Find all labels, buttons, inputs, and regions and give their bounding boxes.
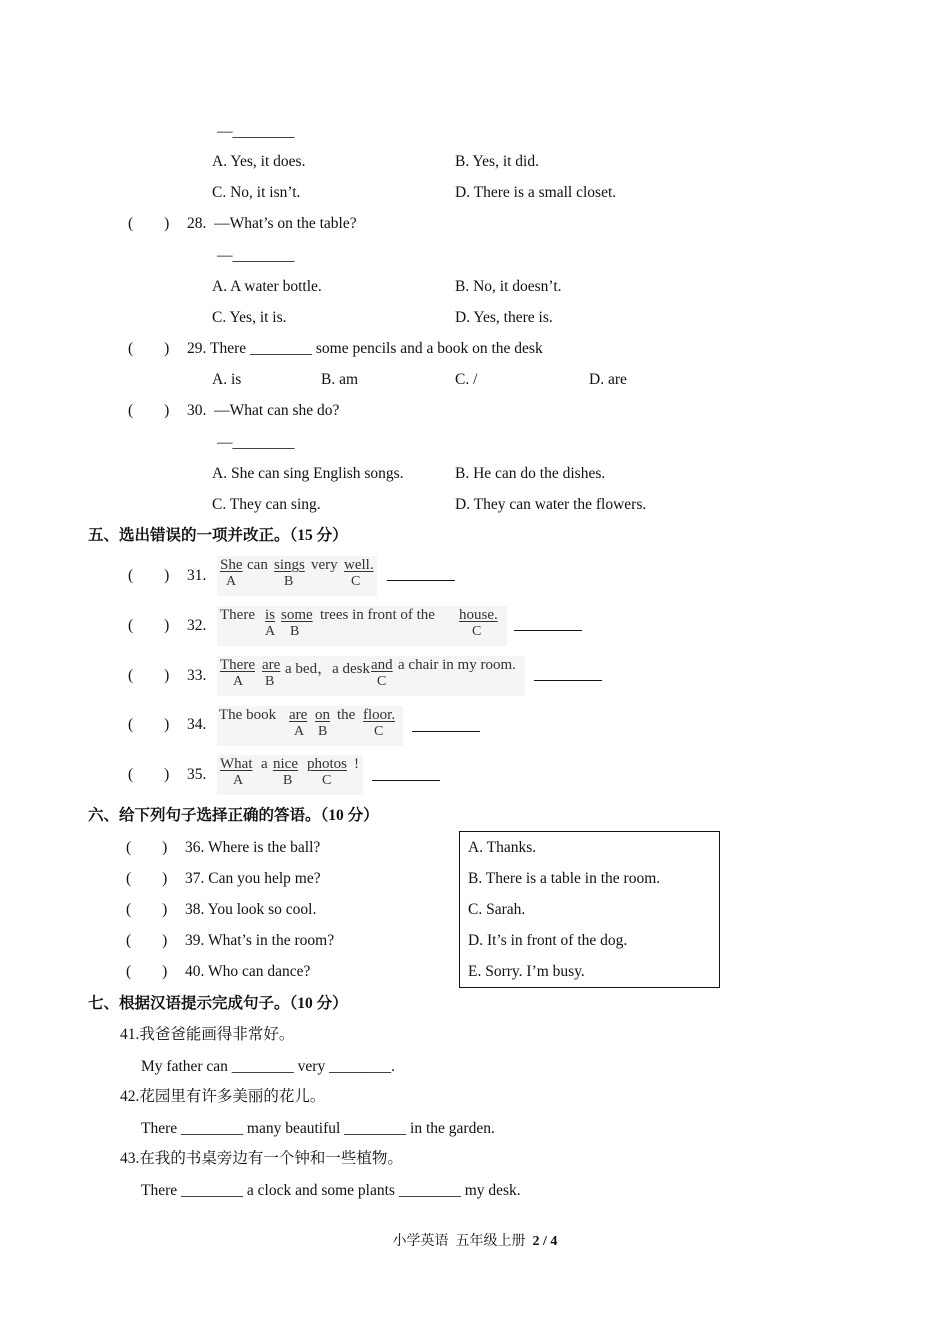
q38-question: 38. You look so cool.: [185, 901, 317, 918]
q32-answer-paren: ( ): [128, 617, 170, 634]
q31-number: 31.: [187, 567, 207, 584]
q31-word-5: well.: [344, 557, 374, 573]
q29-option-d: D. are: [589, 371, 627, 388]
q31-correction-blank[interactable]: [387, 580, 455, 581]
q28-answer-paren: ( ): [128, 215, 170, 232]
q33-word-4: and: [371, 657, 393, 673]
q35-mark-a: A: [233, 773, 244, 788]
q31-mark-c: C: [351, 574, 361, 589]
q34-sentence-image: [217, 706, 403, 746]
q34-number: 34.: [187, 716, 207, 733]
q29-stem: 29. There ________ some pencils and a book on the desk: [187, 340, 543, 357]
q30-stem: 30. —What can she do?: [187, 402, 340, 419]
q35-correction-blank[interactable]: [372, 780, 440, 781]
q34-word-2: are: [289, 707, 308, 723]
q27-answer-line: —________: [217, 123, 295, 140]
page-number: 2 / 4: [532, 1234, 558, 1249]
q34-word-1: The book: [219, 707, 277, 723]
q35-answer-paren: ( ): [128, 766, 170, 783]
q33-correction-blank[interactable]: [534, 680, 602, 681]
q35-mark-c: C: [322, 773, 332, 788]
q30-answer-paren: ( ): [128, 402, 170, 419]
q31-mark-a: A: [226, 574, 237, 589]
answer-option-c: C. Sarah.: [468, 901, 526, 918]
q42-chinese-prompt: 42.花园里有许多美丽的花儿。: [120, 1088, 326, 1105]
page-footer: [0, 1230, 950, 1250]
q31-word-1: She: [220, 557, 243, 573]
q42-english-sentence: There ________ many beautiful ________ in the garden.: [141, 1120, 495, 1137]
q34-mark-c: C: [374, 724, 384, 739]
q28-stem: 28. —What’s on the table?: [187, 215, 357, 232]
q33-number: 33.: [187, 667, 207, 684]
q32-correction-blank[interactable]: [514, 630, 582, 631]
q33-word-2: are: [262, 657, 281, 673]
q30-option-c: C. They can sing.: [212, 496, 321, 513]
q41-chinese-prompt: 41.我爸爸能画得非常好。: [120, 1026, 295, 1043]
q34-mark-b: B: [318, 724, 328, 739]
q31-word-2: can: [247, 557, 268, 573]
q43-chinese-prompt: 43.在我的书桌旁边有一个钟和一些植物。: [120, 1150, 403, 1167]
q33-word-1: There: [220, 657, 255, 673]
q29-option-b: B. am: [321, 371, 359, 388]
q30-option-a: A. She can sing English songs.: [212, 465, 404, 482]
q34-word-4: the: [337, 707, 356, 723]
q34-mark-a: A: [294, 724, 305, 739]
q35-word-3: nice: [273, 756, 298, 772]
q39-answer-paren: ( ): [126, 932, 168, 949]
answer-option-d: D. It’s in front of the dog.: [468, 932, 628, 949]
q37-question: 37. Can you help me?: [185, 870, 321, 887]
q33-mark-c: C: [377, 674, 387, 689]
q34-word-3: on: [315, 707, 330, 723]
q32-word-2: is: [265, 607, 276, 623]
q33-mark-a: A: [233, 674, 244, 689]
q33-word-3: a bed，a desk: [285, 661, 370, 677]
q32-mark-a: A: [265, 624, 276, 639]
q28-option-c: C. Yes, it is.: [212, 309, 287, 326]
q27-option-c: C. No, it isn’t.: [212, 184, 301, 201]
q29-answer-paren: ( ): [128, 340, 170, 357]
q36-question: 36. Where is the ball?: [185, 839, 321, 856]
q30-answer-line: —________: [217, 434, 295, 451]
q34-answer-paren: ( ): [128, 716, 170, 733]
q32-number: 32.: [187, 617, 207, 634]
q35-sentence-image: [217, 755, 363, 795]
section6-heading: 六、给下列句子选择正确的答语。（10 分）: [88, 807, 379, 824]
q35-mark-b: B: [283, 773, 293, 788]
q35-word-4: photos: [307, 756, 348, 772]
q32-word-4: trees in front of the: [320, 607, 435, 623]
q37-answer-paren: ( ): [126, 870, 168, 887]
q36-answer-paren: ( ): [126, 839, 168, 856]
q40-question: 40. Who can dance?: [185, 963, 311, 980]
q27-option-b: B. Yes, it did.: [455, 153, 539, 170]
q29-option-c: C. /: [455, 371, 478, 388]
q38-answer-paren: ( ): [126, 901, 168, 918]
q32-word-1: There: [220, 607, 255, 623]
q33-mark-b: B: [265, 674, 275, 689]
q32-mark-c: C: [472, 624, 482, 639]
q34-correction-blank[interactable]: [412, 731, 480, 732]
q35-word-1: What: [220, 756, 253, 772]
answer-option-e: E. Sorry. I’m busy.: [468, 963, 585, 980]
q31-sentence-image: [217, 556, 377, 596]
answer-option-b: B. There is a table in the room.: [468, 870, 661, 887]
q28-option-b: B. No, it doesn’t.: [455, 278, 562, 295]
section5-heading: 五、选出错误的一项并改正。（15 分）: [88, 527, 348, 544]
q28-answer-line: —________: [217, 247, 295, 264]
q32-word-3: some: [281, 607, 313, 623]
q31-answer-paren: ( ): [128, 567, 170, 584]
q41-english-sentence: My father can ________ very ________.: [141, 1058, 395, 1075]
q32-mark-b: B: [290, 624, 300, 639]
q31-word-4: very: [311, 557, 338, 573]
q35-word-2: a: [261, 756, 268, 772]
q43-english-sentence: There ________ a clock and some plants ________ my desk.: [141, 1182, 521, 1199]
q35-word-5: !: [354, 756, 359, 772]
q31-mark-b: B: [284, 574, 294, 589]
section7-heading: 七、根据汉语提示完成句子。（10 分）: [88, 995, 348, 1012]
q29-option-a: A. is: [212, 371, 242, 388]
footer-subject: 小学英语 五年级上册: [392, 1234, 533, 1249]
q27-option-d: D. There is a small closet.: [455, 184, 617, 201]
q30-option-d: D. They can water the flowers.: [455, 496, 647, 513]
q33-word-5: a chair in my room.: [398, 657, 516, 673]
q35-number: 35.: [187, 766, 207, 783]
answer-option-a: A. Thanks.: [468, 839, 537, 856]
q28-option-a: A. A water bottle.: [212, 278, 322, 295]
q32-word-5: house.: [459, 607, 498, 623]
q32-sentence-image: [217, 606, 507, 646]
q33-answer-paren: ( ): [128, 667, 170, 684]
q27-option-a: A. Yes, it does.: [212, 153, 306, 170]
q33-sentence-image: [217, 656, 525, 696]
q40-answer-paren: ( ): [126, 963, 168, 980]
q34-word-5: floor.: [363, 707, 396, 723]
q28-option-d: D. Yes, there is.: [455, 309, 553, 326]
q30-option-b: B. He can do the dishes.: [455, 465, 606, 482]
q31-word-3: sings: [274, 557, 305, 573]
q39-question: 39. What’s in the room?: [185, 932, 335, 949]
